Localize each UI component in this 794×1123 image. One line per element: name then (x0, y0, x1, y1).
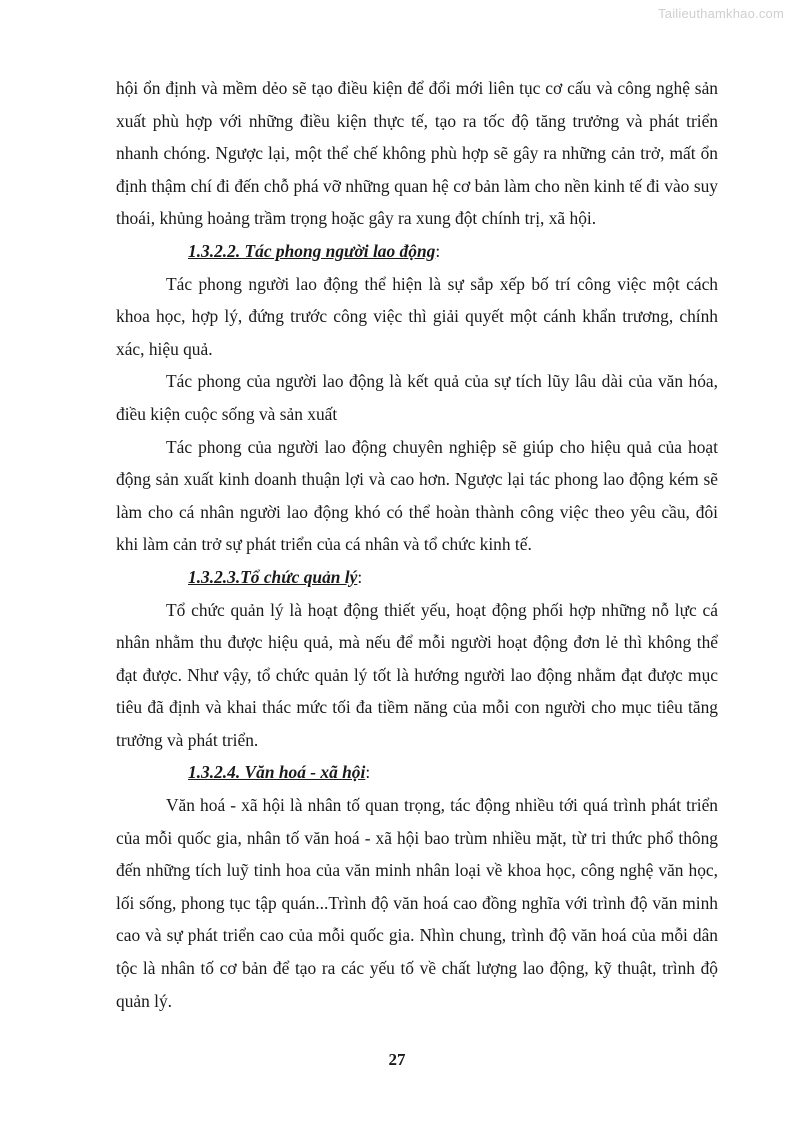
page-number: 27 (388, 1050, 406, 1069)
section-heading-management (116, 561, 718, 594)
section-heading-work-style (116, 235, 718, 268)
heading-text: 1.3.2.4. Văn hoá - xã hội (188, 762, 366, 783)
paragraph-work-style-impact: Tác phong của người lao động chuyên nghiệp sẽ giúp cho hiệu quả của hoạt động sản xuất kinh doanh thuận lợi và cao hơn. Ngược lại tác phong lao động kém sẽ làm cho cá nhân người lao động khó có thể hoàn thành công việc theo yêu cầu, đôi khi làm cản trở sự phát triển của cá nhân và tổ chức kinh tế. (116, 436, 718, 555)
paragraph-work-style-definition: Tác phong người lao động thể hiện là sự sắp xếp bố trí công việc một cách khoa học, hợp lý, đứng trước công việc thì giải quyết một cánh khẩn trương, chính xác, hiệu quả. (116, 273, 718, 359)
paragraph-management: Tổ chức quản lý là hoạt động thiết yếu, hoạt động phối hợp những nỗ lực cá nhân nhằm thu được hiệu quả, mà nếu để mỗi người hoạt động đơn lẻ thì không thể đạt được. Như vậy, tổ chức quản lý tốt là hướng người lao động nhằm đạt được mục tiêu đã định và khai thác mức tối đa tiềm năng của mỗi con người cho mục tiêu tăng trưởng và phát triển. (116, 599, 718, 750)
paragraph-work-style-origin: Tác phong của người lao động là kết quả của sự tích lũy lâu dài của văn hóa, điều kiện cuộc sống và sản xuất (116, 371, 718, 424)
section-heading-culture-society (116, 756, 718, 789)
heading-colon: : (357, 566, 363, 587)
heading-colon: : (435, 240, 441, 261)
watermark: Tailieuthamkhao.com (658, 6, 784, 21)
paragraph-institution-continued: hội ổn định và mềm dẻo sẽ tạo điều kiện để đổi mới liên tục cơ cấu và công nghệ sản xuất phù hợp với những điều kiện thực tế, tạo ra tốc độ tăng trưởng và phát triển nhanh chóng. Ngược lại, một thể chế không phù hợp sẽ gây ra những cản trở, mất ổn định thậm chí đi đến chỗ phá vỡ những quan hệ cơ bản làm cho nền kinh tế đi vào suy thoái, khủng hoảng trầm trọng hoặc gây ra xung đột chính trị, xã hội. (116, 78, 718, 229)
heading-text: 1.3.2.3.Tổ chức quản lý (188, 566, 358, 587)
document-body (116, 72, 718, 1017)
paragraph-culture-society: Văn hoá - xã hội là nhân tố quan trọng, tác động nhiều tới quá trình phát triển của mỗi quốc gia, nhân tố văn hoá - xã hội bao trùm nhiều mặt, từ tri thức phổ thông đến những tích luỹ tinh hoa của văn minh nhân loại về khoa học, công nghệ văn học, lối sống, phong tục tập quán...Trình độ văn hoá cao đồng nghĩa với trình độ văn minh cao và sự phát triển cao của mỗi quốc gia. Nhìn chung, trình độ văn hoá của mỗi dân tộc là nhân tố cơ bản để tạo ra các yếu tố về chất lượng lao động, kỹ thuật, trình độ quản lý. (116, 795, 718, 1011)
heading-text: 1.3.2.2. Tác phong người lao động (188, 240, 436, 261)
heading-colon: : (365, 762, 371, 783)
